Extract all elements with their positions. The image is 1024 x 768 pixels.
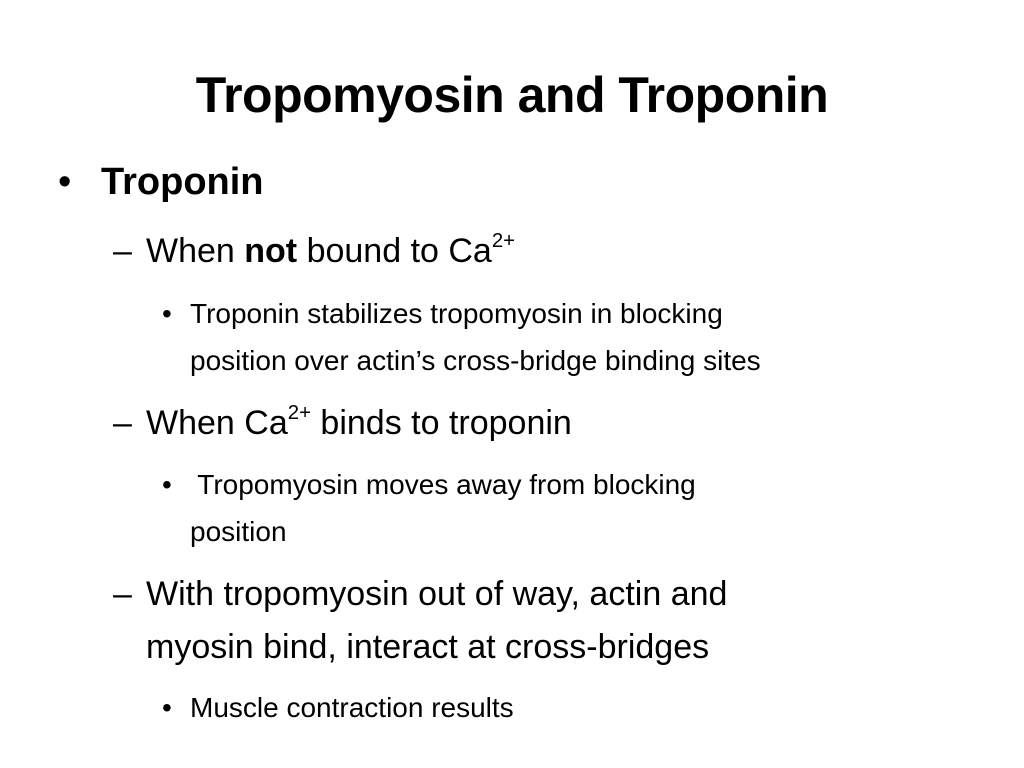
text-middle: bound to Ca [297,232,492,270]
bullet-glyph: • [58,161,72,203]
subpoint-text [146,226,515,276]
subpoint-line-1: With tropomyosin out of way, actin and [146,575,728,613]
slide-title: Tropomyosin and Troponin [195,67,829,123]
superscript: 2+ [491,229,516,252]
text-suffix: binds to troponin [310,404,572,442]
detail-line-1: Troponin stabilizes tropomyosin in blocking [190,298,723,329]
subpoint-line-2: myosin bind, interact at cross-bridges [146,628,710,666]
text-prefix: When [146,232,245,270]
subpoint-text [146,398,572,448]
dash-glyph: – [113,404,132,442]
dash-glyph: – [113,575,132,613]
detail-line-2: position [190,516,287,547]
bullet-glyph: • [162,298,172,329]
detail-line-1: Tropomyosin moves away from blocking [190,469,696,500]
text-prefix: When Ca [146,404,288,442]
bullet-glyph: • [162,692,172,723]
bullet-glyph: • [162,469,172,500]
superscript: 2+ [287,401,311,424]
detail-line-1: Muscle contraction results [190,692,514,723]
text-bold: not [244,232,298,270]
bullet-label: Troponin [101,161,264,203]
dash-glyph: – [113,232,132,270]
detail-line-2: position over actin’s cross-bridge binding sites [190,345,761,376]
